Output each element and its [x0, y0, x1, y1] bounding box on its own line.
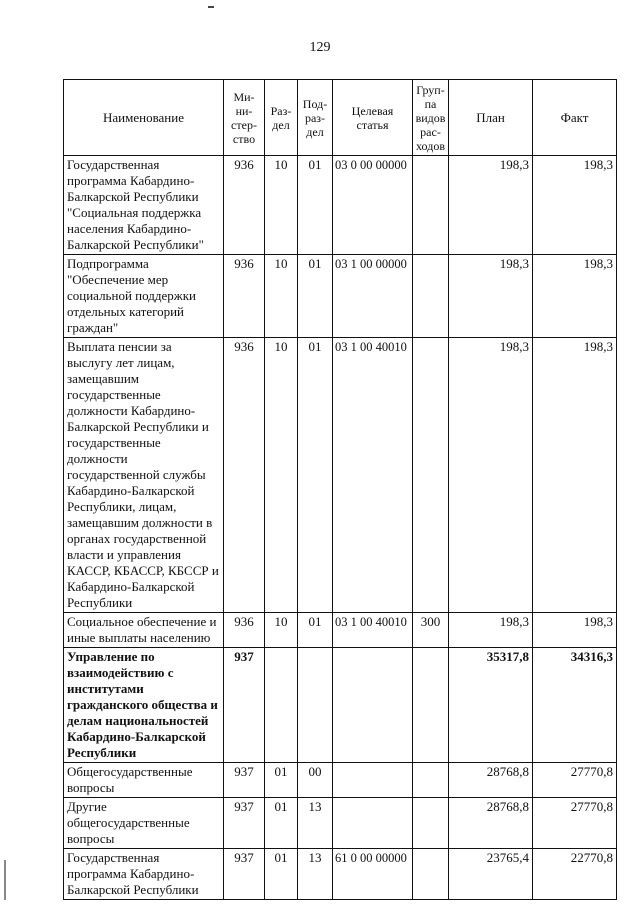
cell-subsection: 00	[298, 763, 333, 798]
cell-target	[333, 763, 413, 798]
cell-group: 300	[413, 613, 449, 648]
cell-plan: 198,3	[449, 338, 533, 613]
cell-plan: 28768,8	[449, 763, 533, 798]
cell-ministry: 937	[224, 648, 265, 763]
budget-table	[63, 79, 617, 900]
cell-section: 10	[265, 156, 298, 255]
header-name: Наименование	[64, 80, 224, 156]
cell-plan: 28768,8	[449, 798, 533, 849]
cell-section: 01	[265, 849, 298, 900]
table-row	[64, 156, 617, 255]
header-ministry: Ми- ни- стер- ство	[224, 80, 265, 156]
header-target: Целевая статья	[333, 80, 413, 156]
cell-target: 03 1 00 40010	[333, 338, 413, 613]
page-number: 129	[309, 40, 331, 55]
cell-ministry: 936	[224, 255, 265, 338]
cell-name: Социальное обеспечение и иные выплаты населению	[64, 613, 224, 648]
cell-subsection: 13	[298, 849, 333, 900]
cell-plan: 35317,8	[449, 648, 533, 763]
table-row	[64, 763, 617, 798]
cell-section: 10	[265, 255, 298, 338]
cell-group	[413, 338, 449, 613]
cell-group	[413, 156, 449, 255]
table-row	[64, 648, 617, 763]
cell-target	[333, 798, 413, 849]
header-section: Раз- дел	[265, 80, 298, 156]
cell-section: 01	[265, 763, 298, 798]
cell-group	[413, 648, 449, 763]
cell-ministry: 936	[224, 156, 265, 255]
table-row	[64, 849, 617, 900]
cell-subsection: 01	[298, 338, 333, 613]
cell-plan: 198,3	[449, 613, 533, 648]
cell-ministry: 937	[224, 798, 265, 849]
table-body	[64, 156, 617, 900]
cell-fact: 27770,8	[533, 763, 617, 798]
cell-fact: 34316,3	[533, 648, 617, 763]
cell-target: 61 0 00 00000	[333, 849, 413, 900]
table-row	[64, 338, 617, 613]
table-row	[64, 613, 617, 648]
cell-name: Управление по взаимодействию с институтами гражданского общества и делам национальностей Кабардино-Балкарской Республики	[64, 648, 224, 763]
scan-mark-left	[4, 860, 6, 900]
cell-subsection: 13	[298, 798, 333, 849]
cell-ministry: 936	[224, 613, 265, 648]
cell-subsection: 01	[298, 156, 333, 255]
cell-group	[413, 763, 449, 798]
cell-name: Государственная программа Кабардино-Балкарской Республики	[64, 849, 224, 900]
cell-fact: 198,3	[533, 338, 617, 613]
header-plan: План	[449, 80, 533, 156]
cell-subsection	[298, 648, 333, 763]
cell-target: 03 1 00 00000	[333, 255, 413, 338]
cell-ministry: 937	[224, 849, 265, 900]
table-header-row	[64, 80, 617, 156]
cell-name: Общегосударственные вопросы	[64, 763, 224, 798]
cell-ministry: 937	[224, 763, 265, 798]
cell-section: 10	[265, 613, 298, 648]
cell-name: Выплата пенсии за выслугу лет лицам, замещавшим государственные должности Кабардино-Балкарской Республики и государственные должности государственной службы Кабардино-Балкарской Республики, лицам, замещавшим должности в органах государственной власти и управления КАССР, КБАССР, КБССР и Кабардино-Балкарской Республики	[64, 338, 224, 613]
cell-subsection: 01	[298, 613, 333, 648]
cell-name: Подпрограмма "Обеспечение мер социальной поддержки отдельных категорий граждан"	[64, 255, 224, 338]
cell-target: 03 0 00 00000	[333, 156, 413, 255]
cell-fact: 22770,8	[533, 849, 617, 900]
cell-section: 01	[265, 798, 298, 849]
cell-group	[413, 798, 449, 849]
header-fact: Факт	[533, 80, 617, 156]
table-row	[64, 255, 617, 338]
cell-fact: 198,3	[533, 613, 617, 648]
cell-fact: 27770,8	[533, 798, 617, 849]
scan-mark-top	[208, 6, 214, 8]
cell-fact: 198,3	[533, 156, 617, 255]
header-subsection: Под- раз- дел	[298, 80, 333, 156]
cell-ministry: 936	[224, 338, 265, 613]
cell-section	[265, 648, 298, 763]
cell-subsection: 01	[298, 255, 333, 338]
header-group: Груп- па видов рас- ходов	[413, 80, 449, 156]
cell-plan: 198,3	[449, 255, 533, 338]
cell-target	[333, 648, 413, 763]
cell-group	[413, 255, 449, 338]
cell-target: 03 1 00 40010	[333, 613, 413, 648]
cell-group	[413, 849, 449, 900]
cell-plan: 23765,4	[449, 849, 533, 900]
cell-section: 10	[265, 338, 298, 613]
table-row	[64, 798, 617, 849]
cell-plan: 198,3	[449, 156, 533, 255]
cell-name: Другие общегосударственные вопросы	[64, 798, 224, 849]
cell-name: Государственная программа Кабардино-Балкарской Республики "Социальная поддержка населения Кабардино-Балкарской Республики"	[64, 156, 224, 255]
cell-fact: 198,3	[533, 255, 617, 338]
